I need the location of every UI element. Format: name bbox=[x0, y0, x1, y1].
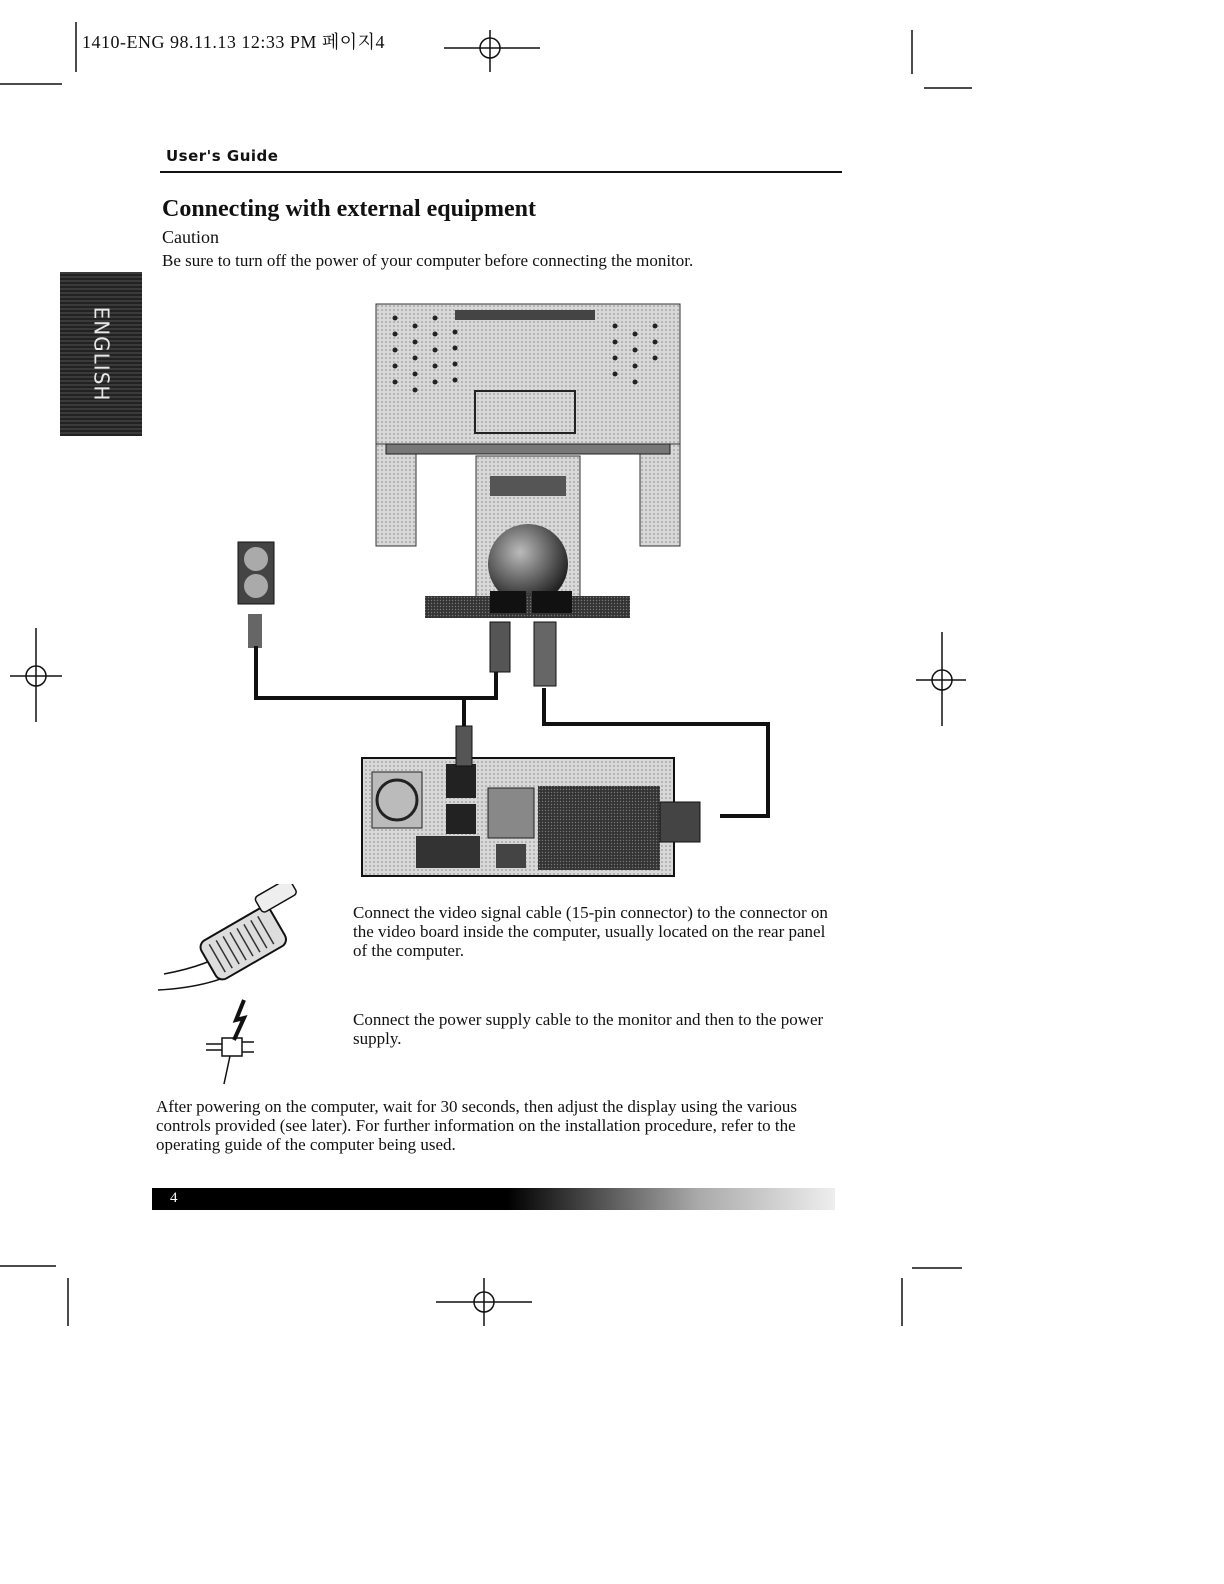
language-tab-label: ENGLISH bbox=[89, 306, 113, 402]
monitor-illustration bbox=[376, 304, 680, 618]
page-number: 4 bbox=[170, 1190, 178, 1206]
footer-bar bbox=[152, 1188, 835, 1210]
computer-illustration bbox=[362, 758, 700, 876]
caution-label: Caution bbox=[162, 227, 219, 247]
running-header: User's Guide bbox=[166, 147, 279, 165]
power-cable-instruction: Connect the power supply cable to the monitor and then to the power supply. bbox=[353, 1010, 824, 1048]
vga-connector-illustration bbox=[156, 884, 316, 1004]
connection-diagram bbox=[220, 296, 800, 886]
language-tab-label-wrap bbox=[60, 272, 142, 436]
video-cable-instruction: Connect the video signal cable (15-pin connector) to the connector on the video board inside the computer, usually located on the rear panel of the computer. bbox=[353, 903, 828, 960]
print-slug: 1410-ENG 98.11.13 12:33 PM 페이지4 bbox=[82, 32, 385, 52]
power-plug-illustration bbox=[200, 996, 270, 1086]
header-rule bbox=[160, 171, 842, 173]
caution-text: Be sure to turn off the power of your computer before connecting the monitor. bbox=[162, 251, 694, 270]
after-power-instruction: After powering on the computer, wait for 30 seconds, then adjust the display using the various controls provided (see later). For further information on the installation procedure, refer to the operating guide of the computer being used. bbox=[156, 1097, 797, 1154]
section-title: Connecting with external equipment bbox=[162, 196, 536, 222]
wall-outlet-illustration bbox=[238, 542, 274, 648]
